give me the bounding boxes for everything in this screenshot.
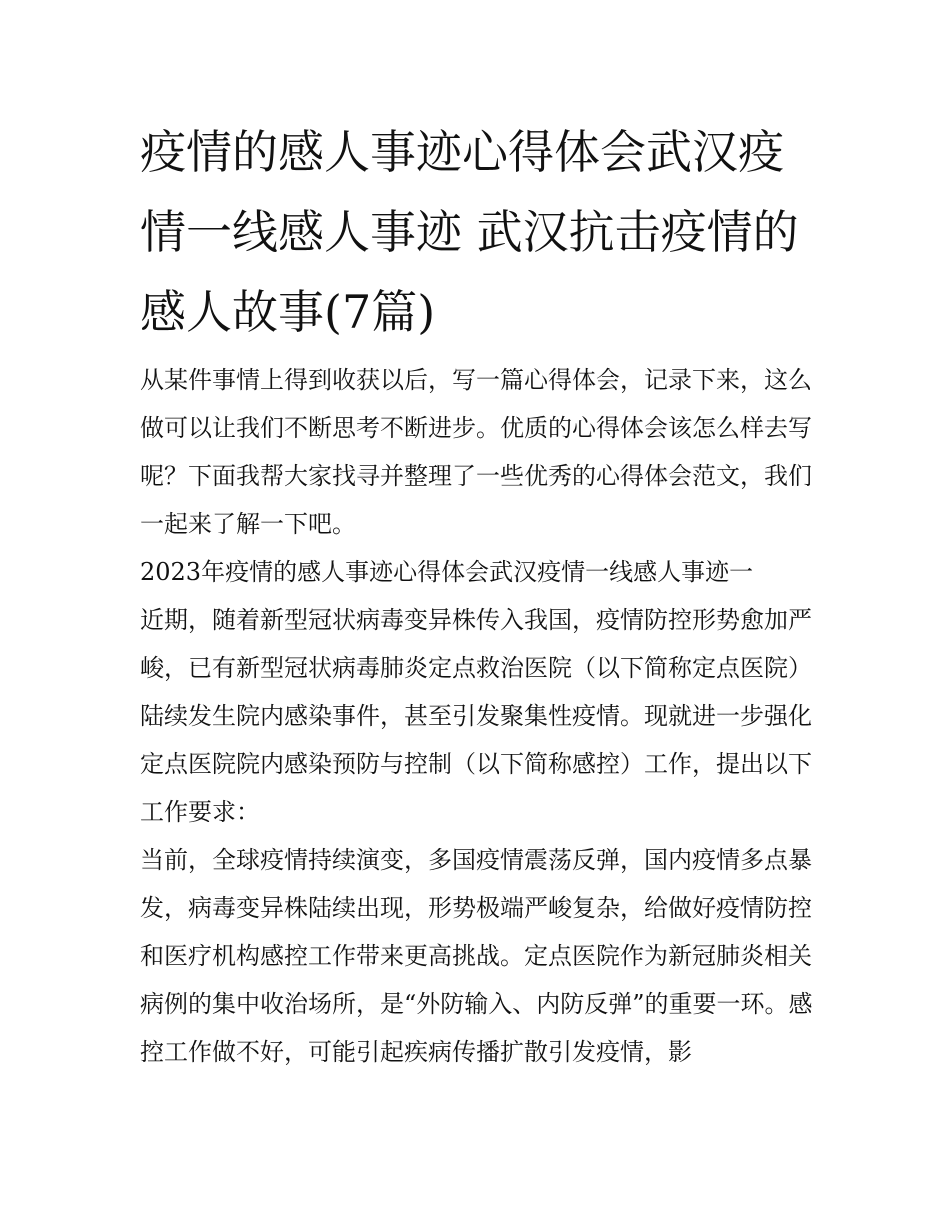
document-body bbox=[140, 356, 820, 1076]
intro-paragraph: 从某件事情上得到收获以后，写一篇心得体会，记录下来，这么做可以让我们不断思考不断进步。优质的心得体会该怎么样去写呢？下面我帮大家找寻并整理了一些优秀的心得体会范文，我们一起来了解一下吧。 bbox=[140, 366, 812, 538]
document-title: 疫情的感人事迹心得体会武汉疫情一线感人事迹 武汉抗击疫情的感人故事(7篇) bbox=[140, 125, 799, 339]
body-paragraph: 近期，随着新型冠状病毒变异株传入我国，疫情防控形势愈加严峻，已有新型冠状病毒肺炎定点救治医院（以下简称定点医院）陆续发生院内感染事件，甚至引发聚集性疫情。现就进一步强化定点医院院内感染预防与控制（以下简称感控）工作，提出以下工作要求： bbox=[140, 606, 812, 826]
body-paragraph: 当前，全球疫情持续演变，多国疫情震荡反弹，国内疫情多点暴发，病毒变异株陆续出现，形势极端严峻复杂，给做好疫情防控和医疗机构感控工作带来更高挑战。定点医院作为新冠肺炎相关病例的集中收治场所，是“外防输入、内防反弹”的重要一环。感控工作做不好，可能引起疾病传播扩散引发疫情，影 bbox=[140, 846, 813, 1066]
section-heading: 2023年疫情的感人事迹心得体会武汉疫情一线感人事迹一 bbox=[140, 558, 754, 586]
